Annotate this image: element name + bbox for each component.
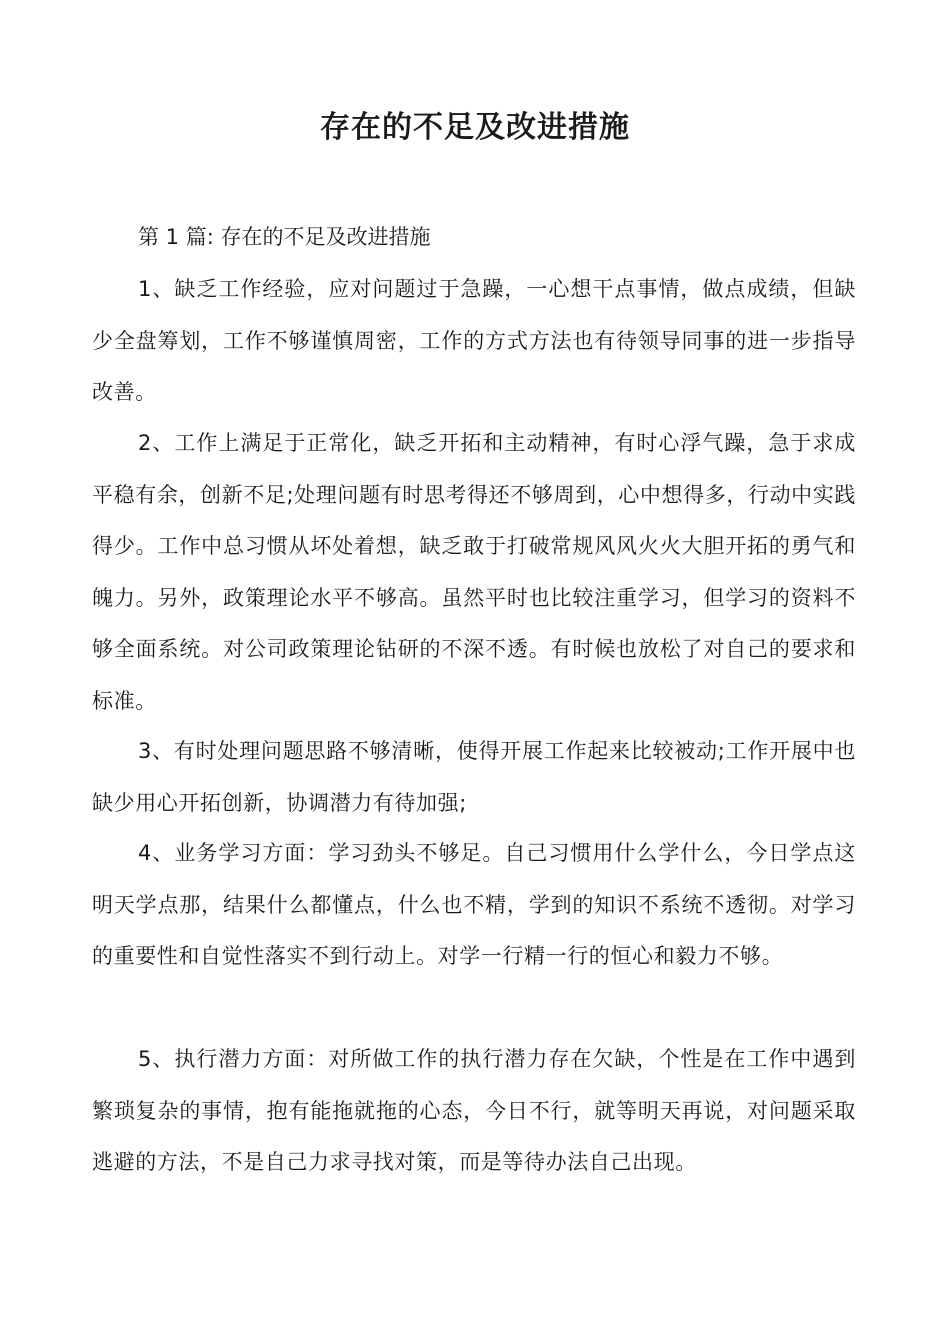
paragraph-3: 3、有时处理问题思路不够清晰，使得开展工作起来比较被动;工作开展中也缺少用心开拓创新，协调潜力有待加强; [92, 739, 856, 815]
document-title: 存在的不足及改进措施 [320, 110, 630, 145]
paragraph-4: 4、业务学习方面：学习劲头不够足。自己习惯用什么学什么，今日学点这明天学点那，结果什么都懂点，什么也不精，学到的知识不系统不透彻。对学习的重要性和自觉性落实不到行动上。对学一行精一行的恒心和毅力不够。 [92, 841, 856, 968]
section-heading: 第 1 篇: 存在的不足及改进措施 [138, 225, 431, 249]
paragraph-1: 1、缺乏工作经验，应对问题过于急躁，一心想干点事情，做点成绩，但缺少全盘筹划，工作不够谨慎周密，工作的方式方法也有待领导同事的进一步指导改善。 [92, 277, 856, 404]
paragraph-5: 5、执行潜力方面：对所做工作的执行潜力存在欠缺，个性是在工作中遇到繁琐复杂的事情，抱有能拖就拖的心态，今日不行，就等明天再说，对问题采取逃避的方法，不是自己力求寻找对策，而是等待办法自己出现。 [92, 1047, 856, 1174]
paragraph-2: 2、工作上满足于正常化，缺乏开拓和主动精神，有时心浮气躁，急于求成平稳有余，创新不足;处理问题有时思考得还不够周到，心中想得多，行动中实践得少。工作中总习惯从坏处着想，缺乏敢于打破常规风风火火大胆开拓的勇气和魄力。另外，政策理论水平不够高。虽然平时也比较注重学习，但学习的资料不够全面系统。对公司政策理论钻研的不深不透。有时候也放松了对自己的要求和标准。 [92, 431, 856, 713]
